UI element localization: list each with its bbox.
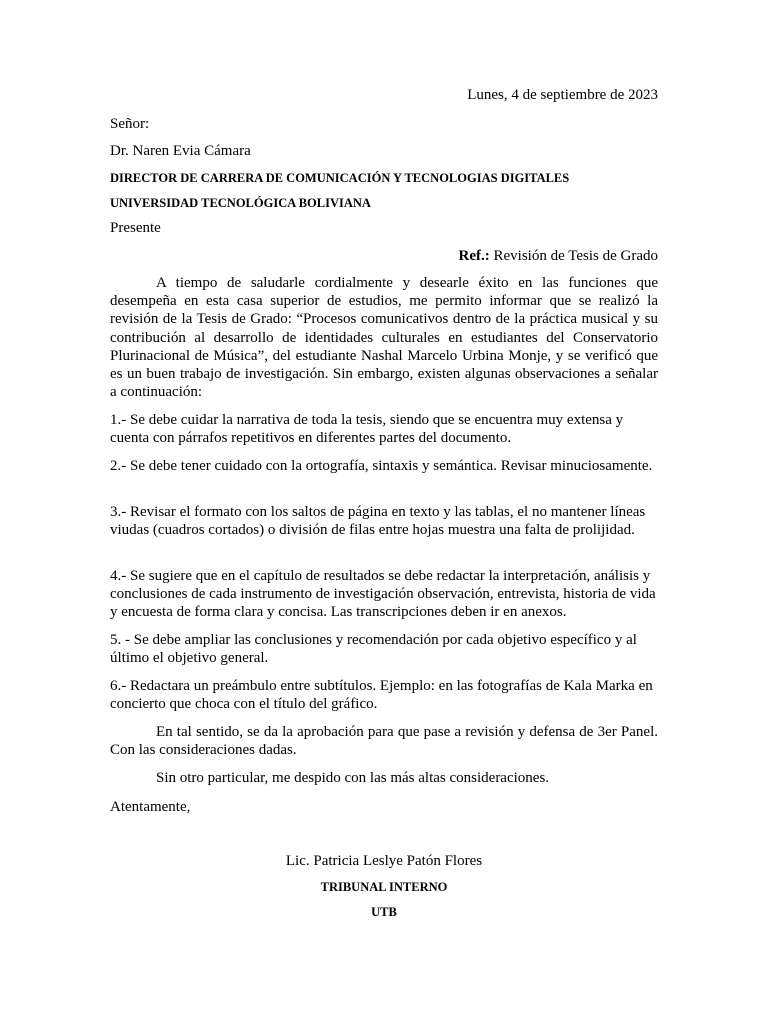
closing-line: Atentamente,	[110, 799, 191, 815]
recipient-title: DIRECTOR DE CARRERA DE COMUNICACIÓN Y TECNOLOGIAS DIGITALES	[110, 171, 570, 185]
intro-paragraph: A tiempo de saludarle cordialmente y desearle éxito en las funciones que desempeña en esta casa superior de estudios, me permito informar que se realizó la revisión de la Tesis de Grado: “Procesos comunicativos dentro de la práctica musical y su contribución al desarrollo de identidades culturales en estudiantes del Conservatorio Plurinacional de Música”, del estudiante Nashal Marcelo Urbina Monje, y se verificó que es un buen trabajo de investigación. Sin embargo, existen algunas observaciones a señalar a continuación:	[110, 275, 658, 401]
approval-paragraph: En tal sentido, se da la aprobación para que pase a revisión y defensa de 3er Panel. Con las consideraciones dadas.	[110, 724, 658, 759]
reference-line	[110, 247, 658, 265]
observation-6: 6.- Redactara un preámbulo entre subtítulos. Ejemplo: en las fotografías de Kala Marka en concierto que choca con el título del gráfico.	[110, 678, 653, 713]
observation-3: 3.- Revisar el formato con los saltos de página en texto y las tablas, el no mantener líneas viudas (cuadros cortados) o división de filas entre hojas muestra una falta de prolijidad.	[110, 504, 646, 539]
recipient-organization: UNIVERSIDAD TECNOLÓGICA BOLIVIANA	[110, 196, 371, 210]
observation-1: 1.- Se debe cuidar la narrativa de toda la tesis, siendo que se encuentra muy extensa y cuenta con párrafos repetitivos en diferentes partes del documento.	[110, 412, 624, 447]
letter-date: Lunes, 4 de septiembre de 2023	[467, 87, 658, 103]
reference-text: Revisión de Tesis de Grado	[489, 248, 658, 264]
reference-label: Ref.:	[458, 248, 490, 264]
farewell-paragraph: Sin otro particular, me despido con las más altas consideraciones.	[156, 770, 550, 786]
salutation: Señor:	[110, 116, 150, 132]
observation-5: 5. - Se debe ampliar las conclusiones y recomendación por cada objetivo específico y al último el objetivo general.	[110, 632, 637, 667]
presente-line: Presente	[110, 220, 161, 236]
recipient-name: Dr. Naren Evia Cámara	[110, 143, 251, 159]
observation-4: 4.- Se sugiere que en el capítulo de resultados se debe redactar la interpretación, análisis y conclusiones de cada instrumento de investigación observación, entrevista, historia de vida y encuesta de forma clara y concisa. Las transcripciones deben ir en anexos.	[110, 568, 656, 621]
signer-name: Lic. Patricia Leslye Patón Flores	[285, 853, 483, 869]
signer-role: TRIBUNAL INTERNO	[320, 880, 448, 894]
observation-2: 2.- Se debe tener cuidado con la ortografía, sintaxis y semántica. Revisar minuciosamente.	[110, 458, 653, 474]
signer-organization: UTB	[371, 905, 397, 919]
